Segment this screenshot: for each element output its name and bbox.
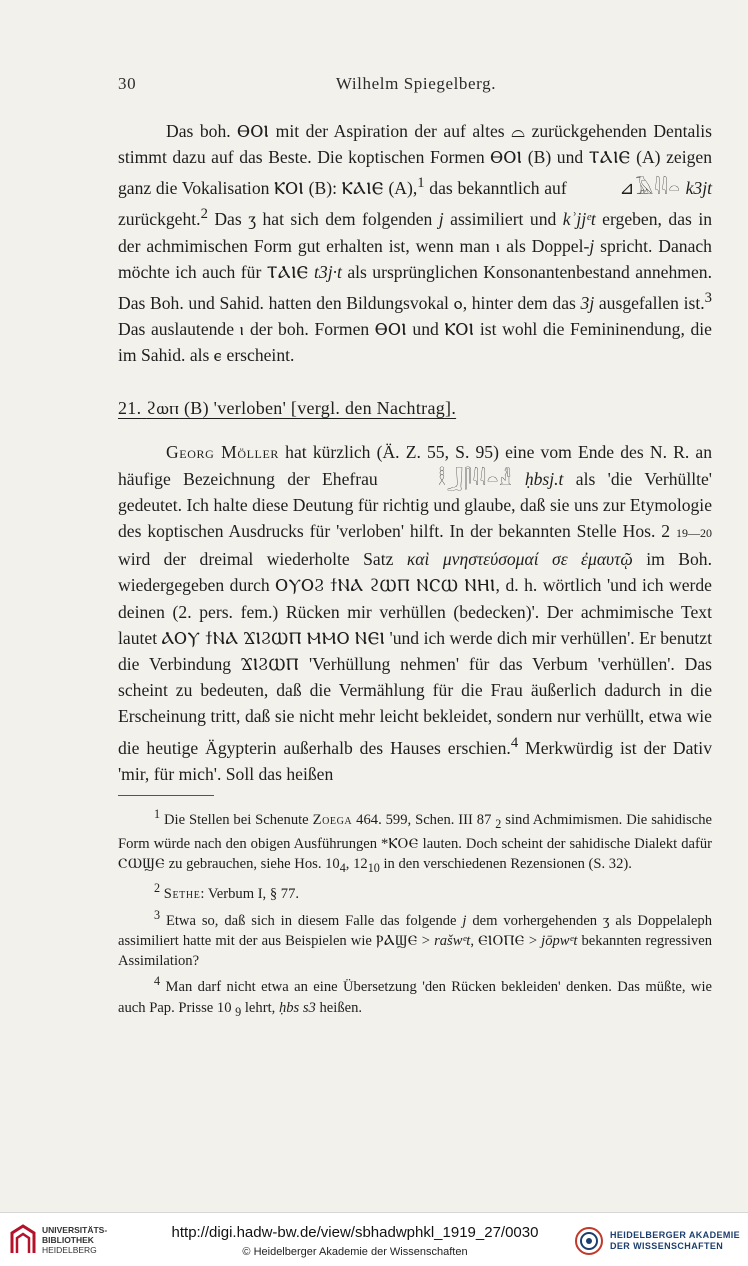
coptic-word: ⲐⲞⲒ <box>237 121 270 141</box>
paragraph-2: Georg Möller hat kürzlich (Ä. Z. 55, S. 95) eine vom Ende des N. R. an häufige Bezeichnung der Ehefrau 𓎛𓃀𓋴𓇋𓇋𓏏𓁐 ḥbsj.t als 'die Verhüllte' gedeutet. Ich halte diese Deutung für richtig und glaube, daß sie uns zur Etymologie des koptischen Ausdrucks für 'verloben' hilft. In der bekannten Stelle Hos. 2 19—20 wird der dreimal wiederholte Satz καὶ μνηστεύσομαί σε ἐμαυτῷ im Boh. wiedergegeben durch ⲞⲨⲞϨ ϯⲚⲀ ϩⲰⲠ ⲚⲤⲰ ⲚⲎⲒ, d. h. wörtlich 'und ich werde deinen (2. pers. fem.) Rücken mir verhüllen (bedecken)'. Der achmimische Text lautet ⲀⲞⲨ ϯⲚⲀ ϪⲒϨⲰⲠ ⲘⲘⲞ ⲚⲈⲒ 'und ich werde dich mir verhüllen'. Er benutzt die Verbindung ϪⲒϨⲰⲠ 'Verhüllung nehmen' für das Verbum 'verhüllen'. Das scheint zu bedeuten, daß die Vermählung für die Frau äußerlich dadurch in die Erscheinung tritt, daß sie nicht mehr leicht bekleidet, sondern nur verhüllt, etwa wie die heutige Ägypterin außerhalb des Hauses erschien.$^4$ Merkwürdig ist der Dativ 'mir, für mich'. Soll das heißen <box>118 442 712 784</box>
academy-logo-icon[interactable] <box>574 1226 604 1256</box>
university-library-name[interactable]: UNIVERSITÄTS- BIBLIOTHEK HEIDELBERG <box>42 1225 108 1255</box>
footnote-ref-4: 4 <box>510 734 519 751</box>
author-name: Georg Möller <box>166 442 280 463</box>
coptic-phrase-2: ⲀⲞⲨ ϯⲚⲀ ϪⲒϨⲰⲠ ⲘⲘⲞ ⲚⲈⲒ <box>161 627 386 648</box>
footnote-divider <box>118 795 214 796</box>
footnote-ref-3: 3 <box>704 289 712 306</box>
footnote-4: $^4$ Man darf nicht etwa an eine Übersetzung 'den Rücken bekleiden' denken. Das müßte, wie auch Pap. Prisse 10 $_9$ lehrt, ḥbs s3 heißen. <box>118 974 712 1019</box>
page-body <box>118 118 712 1022</box>
footnote-ref-2: 2 <box>200 206 208 223</box>
footnote-3: $^3$ Etwa so, daß sich in diesem Falle das folgende j dem vorhergehenden ʒ als Doppelaleph assimiliert hatte mit der aus Beispielen wie ⲢⲀϢⲈ > rašwᵉt, ⲈⲒⲞⲠⲈ > jōpwᵉt bekannten regressiven Assimilation? <box>118 907 713 970</box>
hieroglyph-bread-sign: ⌓ <box>511 121 526 141</box>
coptic-phrase-1: ⲞⲨⲞϨ ϯⲚⲀ ϩⲰⲠ ⲚⲤⲰ ⲚⲎⲒ <box>275 575 496 596</box>
coptic-phrase-3: ϪⲒϨⲰⲠ <box>240 654 300 675</box>
page-number: 30 <box>118 74 137 93</box>
copyright-notice: © Heidelberger Akademie der Wissenschaften <box>242 1246 468 1258</box>
running-title: Wilhelm Spiegelberg. <box>335 74 497 93</box>
footnote-2: $^2$ Sethe: Verbum I, § 77. <box>154 881 300 903</box>
section-heading: 21. ϩⲱⲡ (B) 'verloben' [vergl. den Nachtrag]. <box>118 398 457 419</box>
paragraph-1: Das boh. ⲐⲞⲒ mit der Aspiration der auf altes ⌓ zurückgehenden Dentalis stimmt dazu auf das Beste. Die koptischen Formen ⲐⲞⲒ (B) und ⲦⲀⲒⲈ (A) zeigen ganz die Vokalisation ⲔⲞⲒ (B): ⲔⲀⲒⲈ (A),$^1$ das bekanntlich auf ⊿𓄿𓇋𓇋𓏏 k3jt zurückgeht.$^2$ Das ʒ hat sich dem folgenden j assimiliert und kʾjjᵉt ergeben, das in der achmimischen Form gut erhalten ist, wenn man ⲓ als Doppel-j spricht. Danach möchte ich auch für ⲦⲀⲒⲈ t3j·t als ursprünglichen Konsonantenbestand annehmen. Das Boh. und Sahid. hatten den Bildungsvokal ⲟ, hinter dem das 3j ausgefallen ist.$^3$ Das auslautende ⲓ der boh. Formen ⲐⲞⲒ und ⲔⲞⲒ ist wohl die Femininendung, die im Sahid. als ⲉ erscheint. <box>118 121 713 366</box>
hieroglyph-group-2: 𓎛𓃀𓋴𓇋𓇋𓏏𓁐 <box>438 468 513 489</box>
footnote-ref-1: 1 <box>417 175 425 192</box>
greek-quote: καὶ μνηστεύσομαί σε ἐμαυτῷ <box>406 549 633 570</box>
running-header <box>118 74 714 100</box>
section-coptic-lemma: ϩⲱⲡ <box>146 398 180 419</box>
transliteration: k3jt <box>685 178 713 199</box>
hieroglyph-group-1: ⊿𓄿𓇋𓇋𓏏 <box>619 178 681 199</box>
academy-name[interactable]: HEIDELBERGER AKADEMIE DER WISSENSCHAFTEN <box>610 1230 741 1251</box>
university-library-logo-icon[interactable] <box>8 1223 38 1257</box>
footnote-1: $^1$ Die Stellen bei Schenute Zoega 464. 599, Schen. III 87 $_2$ sind Achmimismen. Die sahidische Form würde nach den obigen Ausführungen *ⲔⲞⲈ lauten. Doch scheint der sahidische Dialekt dafür ⲤⲰϢⲈ zu gebrauchen, siehe Hos. $10_4$, $12_{10}$ in den verschiedenen Rezensionen (S. 32). <box>118 806 712 876</box>
permalink-url[interactable]: http://digi.hadw-bw.de/view/sbhadwphkl_1919_27/0030 <box>171 1224 539 1241</box>
viewer-footer <box>0 1212 748 1266</box>
